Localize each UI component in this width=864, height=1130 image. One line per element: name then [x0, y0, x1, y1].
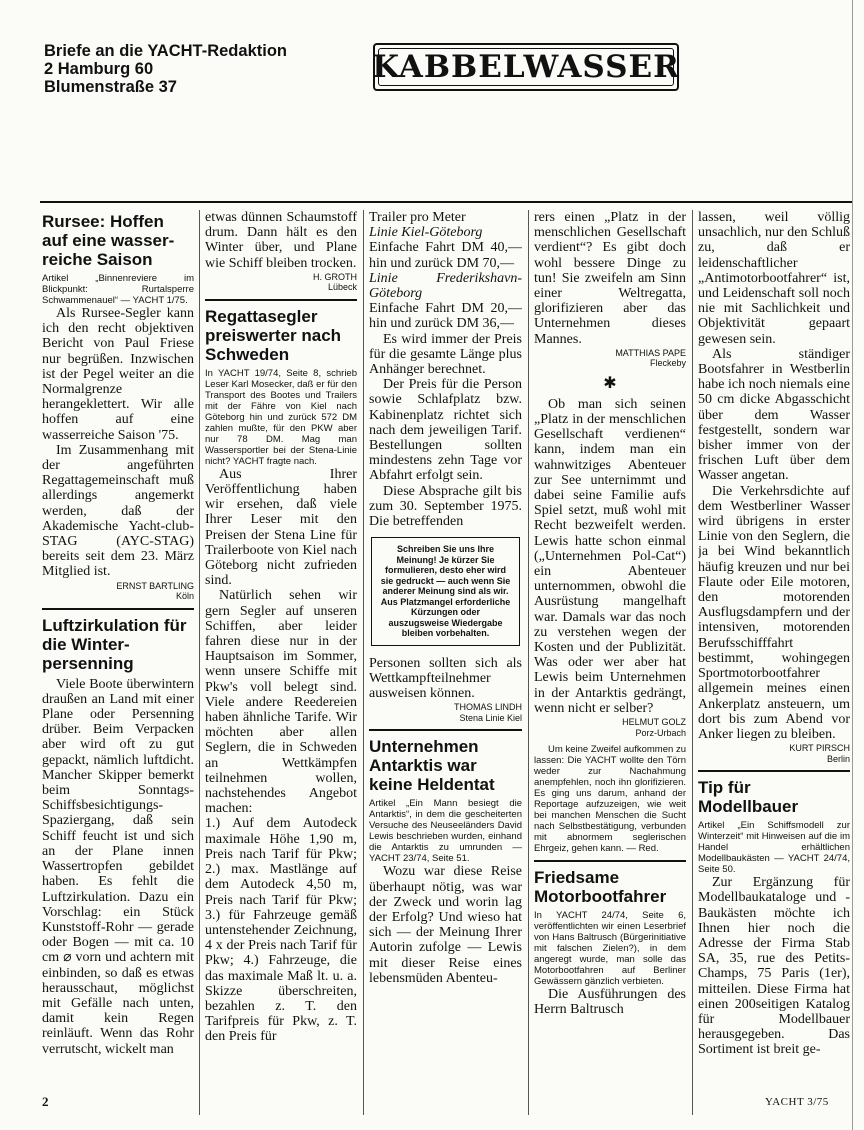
headline-antarktis: Unternehmen Antarktis war keine Heldentat [369, 737, 495, 795]
fare-text: Einfache Fahrt DM 40,— hin und zurück DM 70,— [369, 240, 522, 271]
reader-notice-box: Schreiben Sie uns Ihre Meinung! Je kürzer Sie formulieren, desto eher wird sie gedruckt — auch wenn Sie anderer Meinung sind als wir. Aus Platzmangel erforderliche Kürzungen oder auszugsweise Wiedergabe bleiben vorbehalten. [371, 537, 520, 646]
editorial-address [44, 42, 344, 96]
letter-paragraph: Diese Absprache gilt bis zum 30. September 1975. Die betreffenden [369, 483, 522, 530]
letter-paragraph: Die Verkehrsdichte auf dem Westberliner Wasser wird übrigens in erster Linie von den Seglern, die ja bei Wind bekanntlich häufig kreuzen und nur bei Flaute oder Eile motoren, den motorenden Ausflugsdampfern und der intensiven, motorenden Berufsschifffahrt bestimmt, wohingegen Sportmotorbootfahrer allgemein meines einen Ankerplatz ansteuern, um dort bis zum Abend vor Anker liegen zu bleiben. [698, 483, 850, 742]
star-separator: ✱ [603, 374, 617, 392]
signature-city: Lübeck [327, 282, 357, 293]
signature-name: H. GROTH [313, 271, 357, 282]
column-divider [199, 210, 200, 1115]
address-line-2: 2 Hamburg 60 [44, 60, 154, 78]
signature [205, 272, 357, 293]
letter-paragraph: Wozu war diese Reise überhaupt nötig, was war der Zweck und worin lag der Erfolg? Und wieso hat sich — der Meinung Ihrer Autorin zufolge — Lewis mit dieser Reise eines lebensmüden Abenteu- [369, 864, 522, 986]
signature-city: Porz-Urbach [635, 727, 686, 738]
column-2 [205, 210, 357, 1110]
letter-paragraph: Als Rursee-Segler kann ich den recht objektiven Bericht von Paul Friese nur begrüßen. Inzwischen ist der Pegel weiter an die Normalgrenze herangeklettert. Wir alle hoffen auf eine wasserreiche Saison '75. [42, 306, 194, 443]
signature-name: THOMAS LINDH [453, 702, 522, 713]
signature [369, 702, 522, 723]
column-1 [42, 210, 194, 1110]
letter-paragraph: Zur Ergänzung für Modellbaukataloge und -Baukästen möchte ich Ihnen hier noch die Adresse der Firma Stab SA, 35, rue des Petits-Champs, 75 Paris (1er), mitteilen. Diese Firma hat einen 200seitigen Katalog für Modellbauer herausgegeben. Das Sortiment ist breit ge- [698, 875, 850, 1058]
column-divider [363, 210, 364, 1115]
column-divider [692, 210, 693, 1115]
letter-paragraph: rers einen „Platz in der menschlichen Gesellschaft verdient“? Es gibt doch wohl bessere Dinge zu tun! Sie zweifeln am Sinn einer Weltregatta, glorifizieren aber das Unternehmen dieses Mannes. [534, 210, 686, 347]
column-divider [528, 210, 529, 1115]
letter-paragraph: Natürlich sehen wir gern Segler auf unseren Schiffen, aber leider fahren diese nur in der Hauptsaison im Sommer, wenn unsere Schiffe mit Pkw's voll belegt sind. Viele andere Reedereien haben ähnliche Tarife. Wir möchten aber allen Seglern, die in Schweden an Wettkämpfen teilnehmen wollen, nachstehendes Angebot machen: [205, 588, 357, 817]
ferry-route: Linie Frederikshavn-Göteborg [369, 270, 522, 302]
headline-luftzirkulation: Luftzirkulation für die Winter-persenning [42, 615, 187, 673]
lead-motorbootfahrer: In YACHT 24/74, Seite 6, veröffentlichten wir einen Leserbrief von Hans Baltrusch (Bürgerinitiative mit falschen Zielen?), in dem angeregt wurde, man solle das Motorbootfahren auf Berliner Gewässern gänzlich verbieten. [534, 910, 686, 988]
signature [534, 348, 686, 369]
signature [534, 717, 686, 738]
signature [698, 743, 850, 764]
lead-modellbauer: Artikel „Ein Schiffsmodell zur Winterzeit“ mit Hinweisen auf die im Handel erhältlichen Modellbaukästen — YACHT 24/74, Seite 50. [698, 820, 850, 876]
signature-name: HELMUT GOLZ [622, 717, 686, 728]
signature-city: Stena Linie Kiel [459, 712, 522, 723]
letter-paragraph: etwas dünnen Schaumstoff drum. Dann hält es den Winter über, und Plane wie Schiff bleiben trocken. [205, 210, 357, 271]
letter-paragraph: Ob man sich seinen „Platz in der menschlichen Gesellschaft verdienen“ kann, indem man ein wahnwitziges Abenteuer zur See unternimmt und dabei seine Familie aufs Spiel setzt, muß wohl mit Recht bezweifelt werden. Lewis hatte schon einmal („Unternehmen Pol-Cat“) ein Abenteuer unternommen, obwohl die Ausrüstung mangelhaft war. Damals war das noch zu verstehen wegen der Kosten und der Publizität. Was oder wer aber hat Lewis beim Unternehmen in der Antarktis gedrängt, wenn nicht er selber? [534, 396, 686, 716]
letter-paragraph: lassen, weil völlig unsachlich, nur den Schluß zu, daß er leidenschaftlicher „Antimotorbootfahrer“ ist, und Leidenschaft soll noch nie mit Sachlichkeit und Objektivität gepaart gewesen sein. [698, 210, 850, 347]
lead-antarktis: Artikel „Ein Mann besiegt die Antarktis“, in dem die gescheiterten Versuche des Neuseeländers David Lewis beschrieben wurden, einhand die Antarktis zu umrunden — YACHT 23/74, Seite 51. [369, 798, 522, 865]
page-edge [852, 0, 853, 1130]
column-5 [698, 210, 850, 1110]
letter-paragraph: Aus Ihrer Veröffentlichung haben wir ersehen, daß viele Ihrer Leser mit den Preisen der Stena Line für Trailerboote von Kiel nach Göteborg nicht zufrieden sind. [205, 466, 357, 589]
section-rule [369, 729, 522, 731]
editor-note: Um keine Zweifel aufkommen zu lassen: Die YACHT wollte den Törn weder zur Nachahmung anempfehlen, noch ihn glorifizieren. Es ging uns darum, anhand der Reportage aufzuzeigen, wie weit bei manchen Menschen die Sucht nach Selbstbestätigung, verbunden mit abnormem seglerischen Ehrgeiz, gehen kann. — Red. [534, 744, 686, 855]
letter-paragraph: Viele Boote überwintern draußen an Land mit einer Plane oder Persenning drüber. Beim Verpacken aber wird oft zu gut gepackt, nämlich luftdicht. Mancher Skipper bemerkt beim Sonntags-Schiffsbesichtigungs-Spaziergang, daß sein Schiff feucht ist und sich an der Plane innen Wassertropfen gebildet haben. Es fehlt die Luftzirkulation. Dazu ein Vorschlag: ein Stück Kunststoff-Rohr — gerade oder Bogen — mit ca. 10 cm ⌀ vorn und achtern mit einbinden, so daß es etwas herausschaut, möglichst mit Gefälle nach unten, damit kein Regen reinläuft. Wenn das Rohr verrutscht, wickelt man [42, 676, 194, 1057]
logo-text: KABBELWASSER [372, 48, 680, 85]
signature-city: Fleckeby [649, 358, 686, 369]
letter-paragraph: Trailer pro Meter [369, 210, 466, 225]
lead-rursee: Artikel „Binnenreviere im Blickpunkt: Rurtalsperre Schwammenauel“ — YACHT 1/75. [42, 273, 194, 306]
letter-paragraph: Im Zusammenhang mit der angeführten Regattagemeinschaft muß allerdings angemerkt werden, daß der Akademische Yacht-club-STAG (AYC-STAG) bereits seit dem 23. März Mitglied ist. [42, 442, 194, 580]
header-rule [40, 201, 852, 203]
signature-city: Berlin [826, 753, 850, 764]
letter-paragraph: Personen sollten sich als Wettkampfteilnehmer ausweisen können. [369, 655, 522, 702]
signature-name: MATTHIAS PAPE [615, 347, 686, 358]
address-line-1: Briefe an die YACHT-Redaktion [44, 42, 287, 60]
signature [42, 581, 194, 602]
headline-rursee: Rursee: Hoffen auf eine wasser-reiche Saison [42, 212, 175, 269]
column-4 [534, 210, 686, 1110]
headline-modellbauer: Tip für Modellbauer [698, 778, 799, 817]
letter-paragraph: Der Preis für die Person sowie Schlafplatz bzw. Kabinenplatz richtet sich nach dem jeweiligen Tarif. Bestellungen sollten mindestens zehn Tage vor Abfahrt erfolgt sein. [369, 377, 522, 484]
letter-paragraph: Als ständiger Bootsfahrer in Westberlin habe ich noch niemals eine 50 cm dicke Abgasschicht über dem Wasser festgestellt, sondern war bisher immer von der frischen Luft über dem Wasser angetan. [698, 346, 850, 484]
letter-paragraph: Es wird immer der Preis für die gesamte Länge plus Anhänger berechnet. [369, 331, 522, 378]
address-line-3: Blumenstraße 37 [44, 78, 177, 96]
section-rule [205, 299, 357, 301]
letter-paragraph: 1.) Auf dem Autodeck maximale Höhe 1,90 m, Preis nach Tarif für Pkw; 2.) max. Mastlänge auf dem Autodeck 4,50 m, Preis nach Tarif für Pkw; 3.) für Fahrzeuge gemäß untenstehender Zeichnung, 4 x der Preis nach Tarif für Pkw; 4.) Fahrzeuge, die das maximale Maß lt. u. a. Skizze überschreiten, bezahlen z. T. den Tarifpreis für Pkw, z. T. den Preis für [205, 816, 357, 1045]
letter-paragraph: Die Ausführungen des Herrn Baltrusch [534, 987, 686, 1018]
headline-regattasegler: Regattasegler preiswerter nach Schweden [205, 306, 342, 364]
page-number: 2 [42, 1094, 49, 1109]
headline-motorbootfahrer: Friedsame Motorbootfahrer [534, 868, 667, 907]
section-rule [42, 608, 194, 610]
signature-name: ERNST BARTLING [116, 580, 194, 591]
section-rule [698, 770, 850, 772]
signature-city: Köln [175, 591, 194, 602]
section-rule [534, 860, 686, 862]
lead-regattasegler: In YACHT 19/74, Seite 8, schrieb Leser Karl Mosecker, daß er für den Transport des Bootes und Trailers mit der Fähre von Kiel nach Göteborg hin und zurück 572 DM zahlen mußte, für den PKW aber nur 78 DM. Mag man Wassersportler bei der Stena-Linie nicht? YACHT fragte nach. [205, 367, 357, 467]
fare-text: Einfache Fahrt DM 20,— hin und zurück DM 36,— [369, 301, 522, 332]
kabbelwasser-logo [373, 43, 679, 91]
ferry-route: Linie Kiel-Göteborg [369, 225, 483, 241]
signature-name: KURT PIRSCH [789, 743, 850, 754]
issue-label: YACHT 3/75 [765, 1096, 829, 1108]
logo-frame [372, 48, 680, 86]
column-3 [369, 210, 522, 1110]
